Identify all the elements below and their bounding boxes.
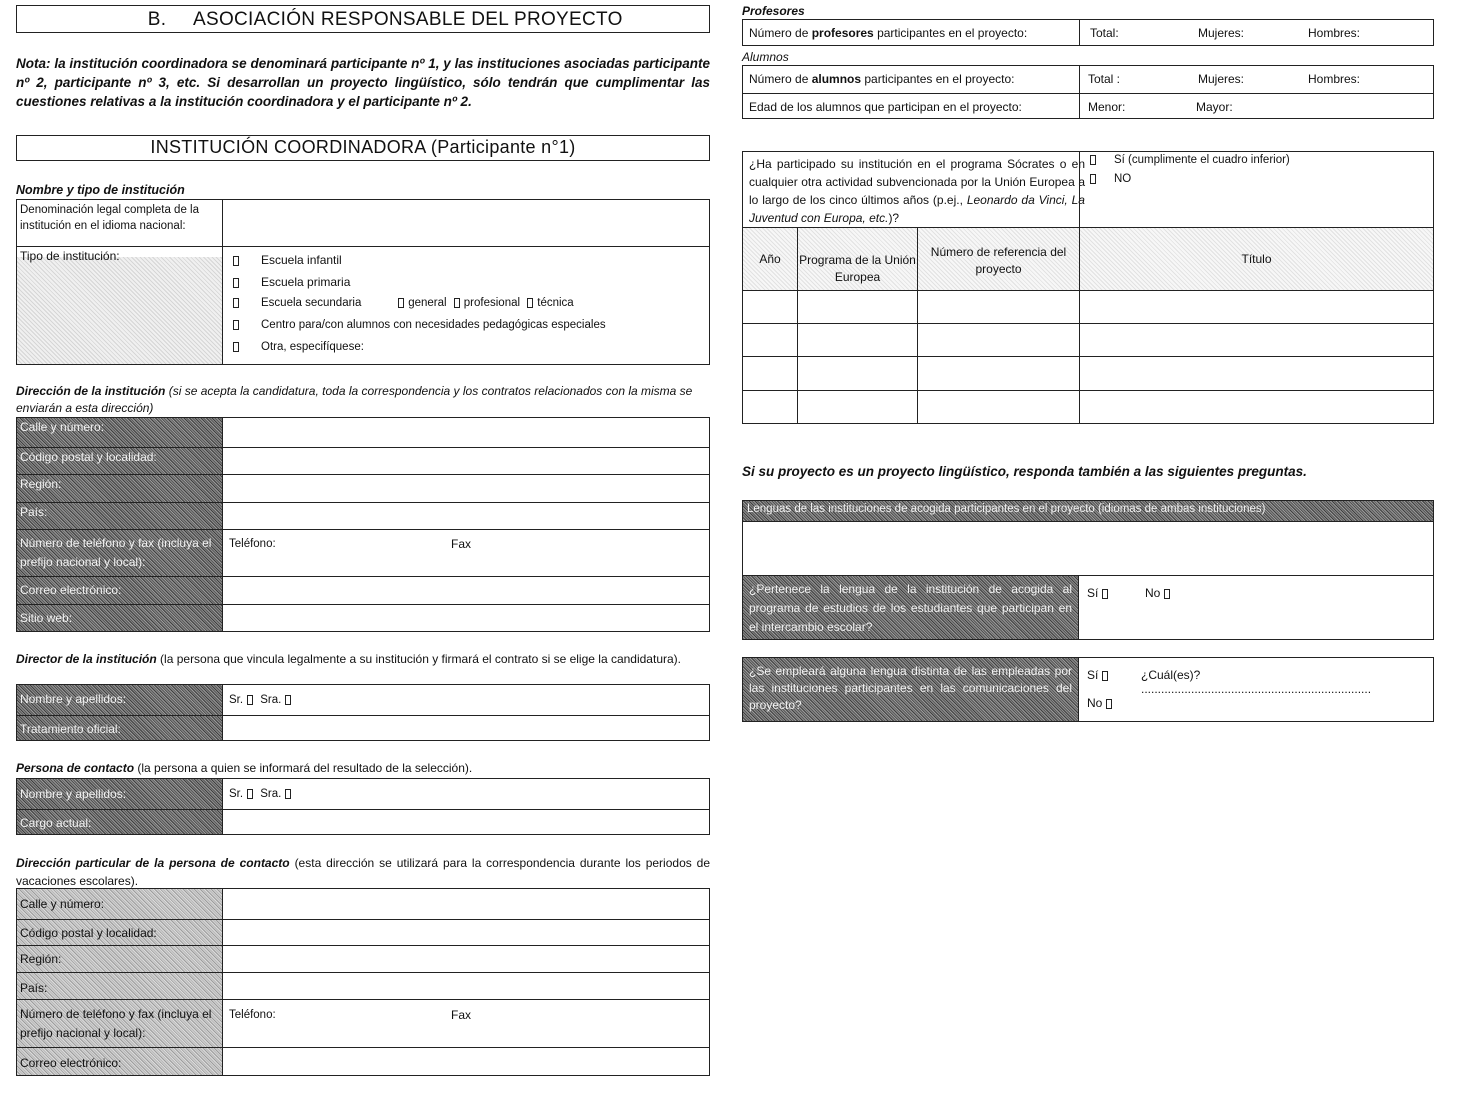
region-input[interactable] <box>223 475 709 502</box>
profesores-hombres[interactable]: Hombres: <box>1308 26 1361 40</box>
denominacion-row <box>17 200 709 246</box>
checkbox-icon[interactable] <box>1164 589 1170 599</box>
nombre-tipo-table <box>16 199 710 365</box>
director-tratamiento-label: Tratamiento oficial: <box>17 716 223 740</box>
codigo-row <box>17 447 709 474</box>
web-row <box>17 604 709 631</box>
denominacion-label: Denominación legal completa de la institución en el idioma nacional: <box>17 200 223 246</box>
dp-region-input[interactable] <box>223 946 709 972</box>
dp-calle-input[interactable] <box>223 889 709 919</box>
alumnos-counts[interactable] <box>1079 66 1433 93</box>
direccion-table <box>16 417 710 632</box>
denominacion-input[interactable] <box>223 200 709 246</box>
checkbox-icon[interactable] <box>1106 699 1112 709</box>
calle-input[interactable] <box>223 418 709 447</box>
lenguas-label: Lenguas de las instituciones de acogida participantes en el proyecto (idiomas de ambas instituciones) <box>743 501 1433 521</box>
linguistico-table <box>742 500 1434 640</box>
pais-row <box>17 502 709 529</box>
checkbox-icon[interactable] <box>1102 589 1108 599</box>
correo-label: Correo electrónico: <box>17 577 223 604</box>
emplea-cuales[interactable]: ¿Cuál(es)? ..................................................................... <box>1141 668 1372 696</box>
checkbox-icon[interactable] <box>1090 174 1096 184</box>
director-nombre-row <box>17 685 709 715</box>
section-b-header <box>16 5 710 33</box>
emplea-table <box>742 657 1434 722</box>
director-tratamiento-input[interactable] <box>223 716 709 740</box>
contacto-nombre-row <box>17 779 709 809</box>
pertenece-no[interactable]: No <box>1145 586 1174 600</box>
checkbox-icon[interactable] <box>247 695 253 705</box>
option-otra[interactable]: Otra, especifíquese: <box>229 341 699 363</box>
pais-label: País: <box>17 503 223 529</box>
dp-telefono-row <box>17 999 709 1047</box>
col-titulo: Título <box>1079 228 1433 290</box>
checkbox-icon[interactable] <box>233 298 239 308</box>
calle-row <box>17 418 709 447</box>
dp-correo-row <box>17 1047 709 1075</box>
lenguas-input[interactable] <box>743 521 1433 575</box>
col-referencia: Número de referencia del proyecto <box>917 228 1079 290</box>
coordinadora-title: INSTITUCIÓN COORDINADORA (Participante n°1) <box>16 135 710 161</box>
nombre-tipo-heading: Nombre y tipo de institución <box>16 183 185 197</box>
dp-telefono-input[interactable]: Teléfono: <box>229 1009 276 1021</box>
col-programa: Programa de la Unión Europea <box>797 228 917 290</box>
checkbox-icon[interactable] <box>285 789 291 799</box>
emplea-si[interactable]: Sí <box>1087 668 1112 682</box>
calle-label: Calle y número: <box>17 418 223 447</box>
dp-calle-label: Calle y número: <box>17 889 223 919</box>
telefono-row <box>17 529 709 576</box>
table-row[interactable] <box>743 390 1433 423</box>
participacion-answer <box>1079 152 1433 227</box>
pertenece-label: ¿Pertenece la lengua de la institución de acogida al programa de estudios de los estudiantes que participan en el intercambio escolar? <box>743 576 1079 639</box>
profesores-heading: Profesores <box>742 4 805 18</box>
web-input[interactable] <box>223 605 709 631</box>
contacto-tratamiento-choice[interactable]: Sr. Sra. <box>223 779 709 809</box>
dp-region-label: Región: <box>17 946 223 972</box>
checkbox-icon[interactable] <box>285 695 291 705</box>
dp-pais-input[interactable] <box>223 973 709 999</box>
tipo-label: Tipo de institución: <box>17 247 223 364</box>
checkbox-icon[interactable] <box>398 298 404 308</box>
profesores-table <box>742 19 1434 46</box>
director-tratamiento-row <box>17 715 709 740</box>
codigo-input[interactable] <box>223 448 709 474</box>
alumnos-heading: Alumnos <box>742 50 789 64</box>
dp-pais-label: País: <box>17 973 223 999</box>
option-primaria[interactable]: Escuela primaria <box>229 275 699 297</box>
dp-codigo-input[interactable] <box>223 920 709 945</box>
participacion-si[interactable]: Sí (cumplimente el cuadro inferior) <box>1086 154 1290 166</box>
edad-mayor[interactable]: Mayor: <box>1196 100 1233 114</box>
checkbox-icon[interactable] <box>454 298 460 308</box>
section-b-letter: B. <box>147 9 167 30</box>
alumnos-edad-row <box>743 93 1433 118</box>
contacto-cargo-row <box>17 809 709 834</box>
dp-fax-input[interactable]: Fax <box>451 1008 472 1022</box>
contacto-cargo-input[interactable] <box>223 810 709 834</box>
contacto-nombre-label: Nombre y apellidos: <box>17 779 223 809</box>
alumnos-mujeres[interactable]: Mujeres: <box>1198 72 1245 86</box>
participacion-header-row <box>743 227 1433 290</box>
checkbox-icon[interactable] <box>1102 671 1108 681</box>
director-nombre-label: Nombre y apellidos: <box>17 685 223 715</box>
table-row[interactable] <box>743 290 1433 323</box>
profesores-label: Número de profesores participantes en el proyecto: <box>749 26 1028 40</box>
checkbox-icon[interactable] <box>233 320 239 330</box>
dp-calle-row <box>17 889 709 919</box>
telefono-label: Número de teléfono y fax (incluya el prefijo nacional y local): <box>17 530 223 576</box>
col-ano: Año <box>743 228 797 290</box>
participacion-question-row <box>743 152 1433 227</box>
linguistico-heading: Si su proyecto es un proyecto lingüístico, responda también a las siguientes preguntas. <box>742 464 1307 479</box>
dp-pais-row <box>17 972 709 999</box>
table-row[interactable] <box>743 356 1433 390</box>
alumnos-total[interactable]: Total : <box>1088 72 1121 86</box>
alumnos-table <box>742 65 1434 119</box>
correo-input[interactable] <box>223 577 709 604</box>
dp-correo-label: Correo electrónico: <box>17 1048 223 1075</box>
direccion-particular-table <box>16 888 710 1076</box>
participacion-question: ¿Ha participado su institución en el programa Sócrates o en cualquier otra actividad subvencionada por la Unión Europea a lo largo de los cinco últimos años (p.ej., Leonardo da Vinci, La Juventud con Europa, etc.)? <box>749 157 1085 225</box>
profesores-total[interactable]: Total: <box>1090 26 1119 40</box>
direccion-particular-heading: Dirección particular de la persona de contacto (esta dirección se utilizará para la correspondencia durante los periodos de vacaciones escolares). <box>16 856 711 888</box>
checkbox-icon[interactable] <box>233 278 239 288</box>
dp-codigo-row <box>17 919 709 945</box>
web-label: Sitio web: <box>17 605 223 631</box>
director-tratamiento-choice[interactable]: Sr. Sra. <box>223 685 709 715</box>
director-table <box>16 684 710 741</box>
telefono-input[interactable]: Teléfono: <box>229 538 276 550</box>
tipo-row <box>17 246 709 364</box>
codigo-label: Código postal y localidad: <box>17 448 223 474</box>
emplea-label: ¿Se empleará alguna lengua distinta de las empleadas por las instituciones participantes en las comunicaciones del proyecto? <box>743 658 1079 721</box>
alumnos-hombres[interactable]: Hombres: <box>1308 72 1361 86</box>
profesores-counts[interactable] <box>1079 20 1433 45</box>
tipo-options <box>229 253 699 363</box>
checkbox-icon[interactable] <box>527 298 533 308</box>
checkbox-icon[interactable] <box>233 342 239 352</box>
fax-input[interactable]: Fax <box>451 537 472 551</box>
director-heading: Director de la institución (la persona que vincula legalmente a su institución y firmará el contrato si se elige la candidatura). <box>16 652 681 666</box>
dp-correo-input[interactable] <box>223 1048 709 1075</box>
emplea-no[interactable]: No <box>1087 696 1116 710</box>
region-label: Región: <box>17 475 223 502</box>
checkbox-icon[interactable] <box>247 789 253 799</box>
dp-codigo-label: Código postal y localidad: <box>17 920 223 945</box>
contacto-cargo-label: Cargo actual: <box>17 810 223 834</box>
option-especiales[interactable]: Centro para/con alumnos con necesidades pedagógicas especiales <box>229 319 699 341</box>
section-b-title: ASOCIACIÓN RESPONSABLE DEL PROYECTO <box>193 9 623 30</box>
checkbox-icon[interactable] <box>233 256 239 266</box>
edad-menor[interactable]: Menor: <box>1088 100 1126 114</box>
option-secundaria[interactable]: Escuela secundaria general profesional técnica <box>229 297 699 319</box>
dp-region-row <box>17 945 709 972</box>
option-infantil[interactable]: Escuela infantil <box>229 253 699 275</box>
participacion-no[interactable]: NO <box>1086 173 1131 185</box>
coordinator-note: Nota: la institución coordinadora se denominará participante nº 1, y las instituciones asociadas participante nº 2, participante nº 3, etc. Si desarrollan un proyecto lingüístico, sólo tendrán que cumplimentar las cuestiones relativas a la institución coordinadora y el participante nº 2. <box>16 56 710 109</box>
pais-input[interactable] <box>223 503 709 529</box>
profesores-mujeres[interactable]: Mujeres: <box>1198 26 1245 40</box>
pertenece-si[interactable]: Sí <box>1087 586 1112 600</box>
dp-telefono-label: Número de teléfono y fax (incluya el prefijo nacional y local): <box>17 1000 223 1047</box>
participacion-table <box>742 151 1434 424</box>
alumnos-numero-row <box>743 66 1433 93</box>
contacto-heading: Persona de contacto (la persona a quien se informará del resultado de la selección). <box>16 761 473 775</box>
edad-values[interactable] <box>1079 94 1433 118</box>
checkbox-icon[interactable] <box>1090 155 1096 165</box>
region-row <box>17 474 709 502</box>
pertenece-row <box>743 575 1433 639</box>
contacto-table <box>16 778 710 835</box>
alumnos-label: Número de alumnos participantes en el proyecto: <box>749 72 1015 86</box>
direccion-heading: Dirección de la institución (si se acepta la candidatura, toda la correspondencia y los contratos relacionados con la misma se enviarán a esta dirección) <box>16 384 693 415</box>
table-row[interactable] <box>743 323 1433 356</box>
edad-label: Edad de los alumnos que participan en el proyecto: <box>749 100 1022 114</box>
correo-row <box>17 576 709 604</box>
